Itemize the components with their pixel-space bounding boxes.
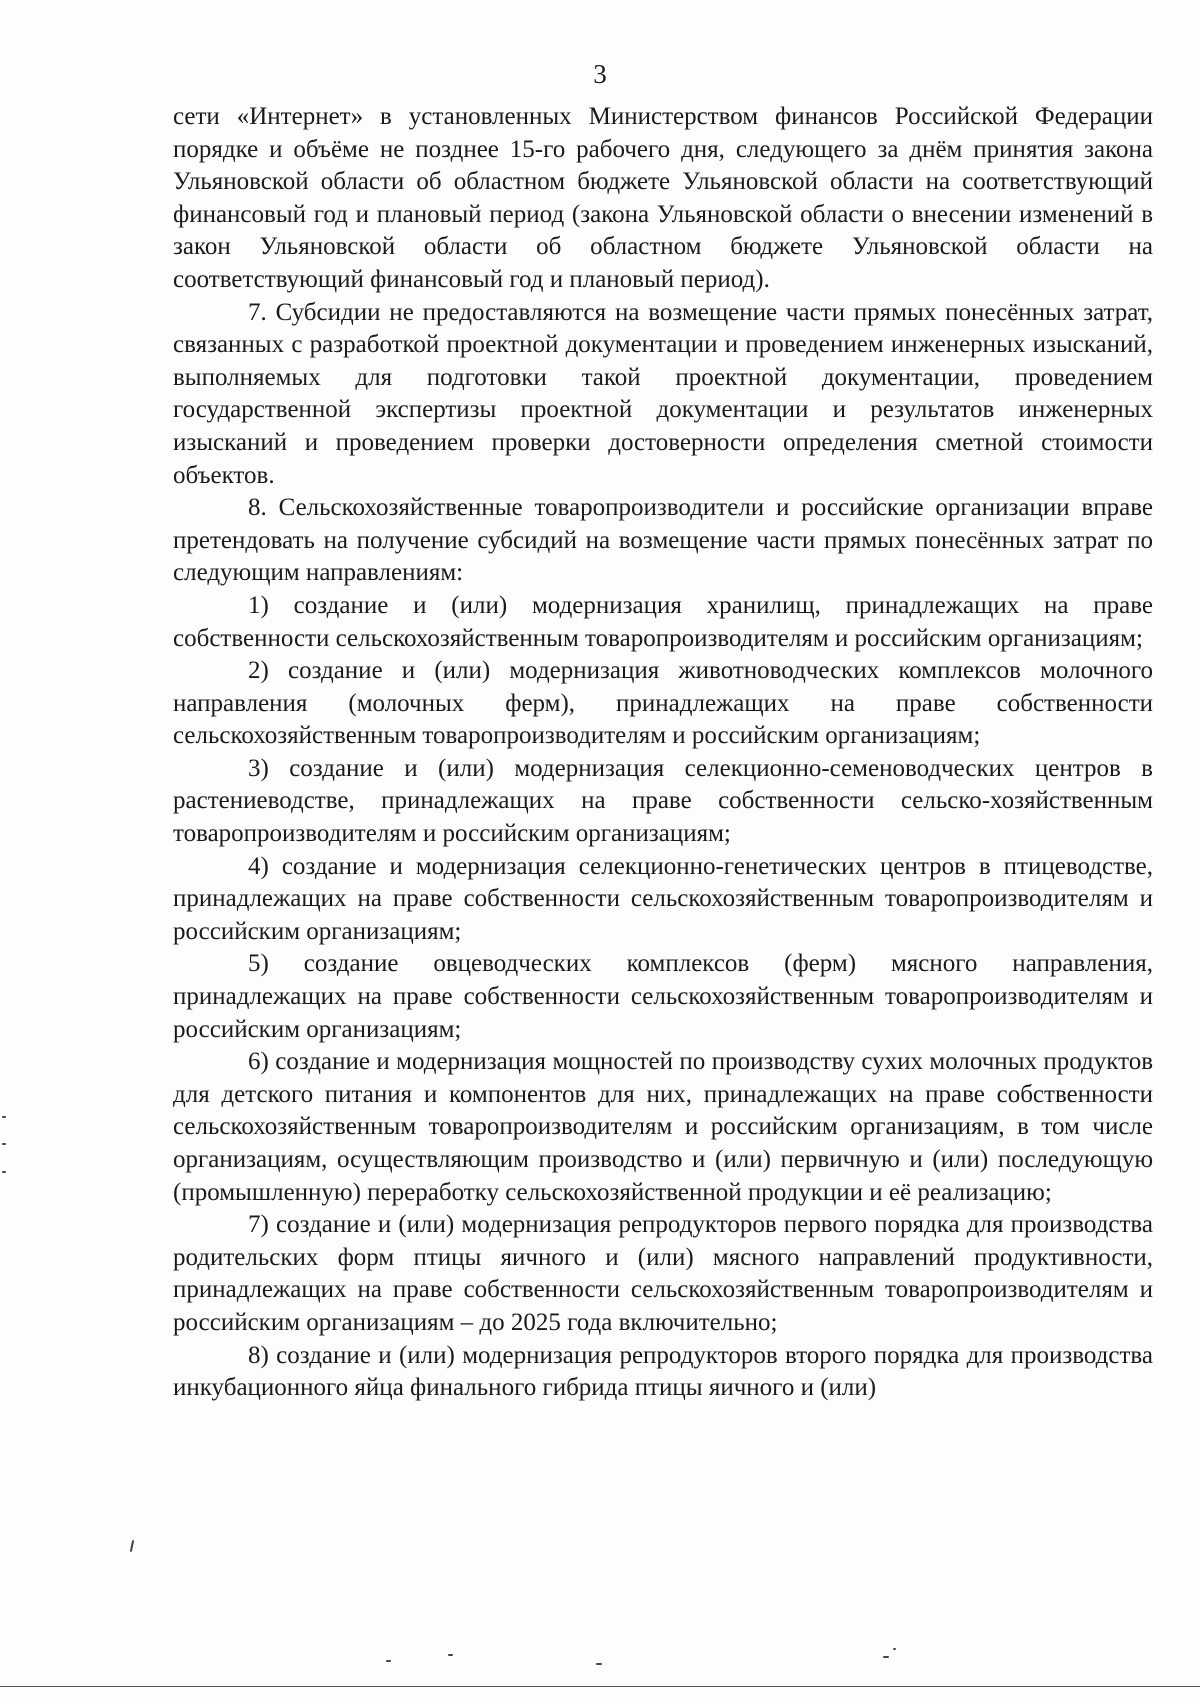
paragraph-continuation: сети «Интернет» в установленных Министерством финансов Российской Федерации порядке и объёме не позднее 15-го рабочего дня, следующего за днём принятия закона Ульяновской области об областном бюджете Ульяновской области на соответствующий финансовый год и плановый период (закона Ульяновской области о внесении изменений в закон Ульяновской области об областном бюджете Ульяновской области на соответствующий финансовый год и плановый период). [173,103,1153,293]
scan-speck [893,1648,896,1650]
document-body [173,101,1153,1405]
list-item-5: 5) создание овцеводческих комплексов (ферм) мясного направления, принадлежащих на праве собственности сельскохозяйственным товаропроизводителям и российским организациям; [173,950,1153,1043]
list-item-6: 6) создание и модернизация мощностей по производству сухих молочных продуктов для детского питания и компонентов для них, принадлежащих на праве собственности сельскохозяйственным товаропроизводителям и российским организациям, в том числе организациям, осуществляющим производство и (или) первичную и (или) последующую (промышленную) переработку сельскохозяйственной продукции и её реализацию; [173,1048,1153,1206]
scan-speck [2,1143,6,1145]
list-item-7: 7) создание и (или) модернизация репродукторов первого порядка для производства родительских форм птицы яичного и (или) мясного направлений продуктивности, принадлежащих на праве собственности сельскохозяйственным товаропроизводителям и российским организациям – до 2025 года включительно; [173,1211,1153,1336]
scan-speck [596,1663,602,1665]
paragraph-item-8: 8. Сельскохозяйственные товаропроизводители и российские организации вправе претендовать на получение субсидий на возмещение части прямых понесённых затрат по следующим направлениям: [173,494,1153,587]
list-item-1: 1) создание и (или) модернизация хранилищ, принадлежащих на праве собственности сельскохозяйственным товаропроизводителям и российским организациям; [173,591,1153,652]
page-number: 3 [593,59,607,89]
list-item-2: 2) создание и (или) модернизация животноводческих комплексов молочного направления (молочных ферм), принадлежащих на праве собственности сельскохозяйственным товаропроизводителям и российским организациям; [173,657,1153,750]
scan-speck [2,1171,6,1173]
scan-speck [130,1540,134,1552]
scan-speck [2,1116,6,1118]
scan-speck [448,1654,453,1656]
list-item-4: 4) создание и модернизация селекционно-генетических центров в птицеводстве, принадлежащих на праве собственности сельскохозяйственным товаропроизводителям и российским организациям; [173,852,1153,945]
scan-edge-line [0,1686,1200,1687]
list-item-8: 8) создание и (или) модернизация репродукторов второго порядка для производства инкубационного яйца финального гибрида птицы яичного и (или) [173,1341,1153,1402]
paragraph-item-7: 7. Субсидии не предоставляются на возмещение части прямых понесённых затрат, связанных с разработкой проектной документации и проведением инженерных изысканий, выполняемых для подготовки такой проектной документации, проведением государственной экспертизы проектной документации и результатов инженерных изысканий и проведением проверки достоверности определения сметной стоимости объектов. [173,298,1153,489]
list-item-3: 3) создание и (или) модернизация селекционно-семеноводческих центров в растениеводстве, принадлежащих на праве собственности сельско-хозяйственным товаропроизводителям и российским организациям; [173,754,1153,848]
scan-speck [386,1660,391,1662]
scan-speck [883,1656,889,1658]
